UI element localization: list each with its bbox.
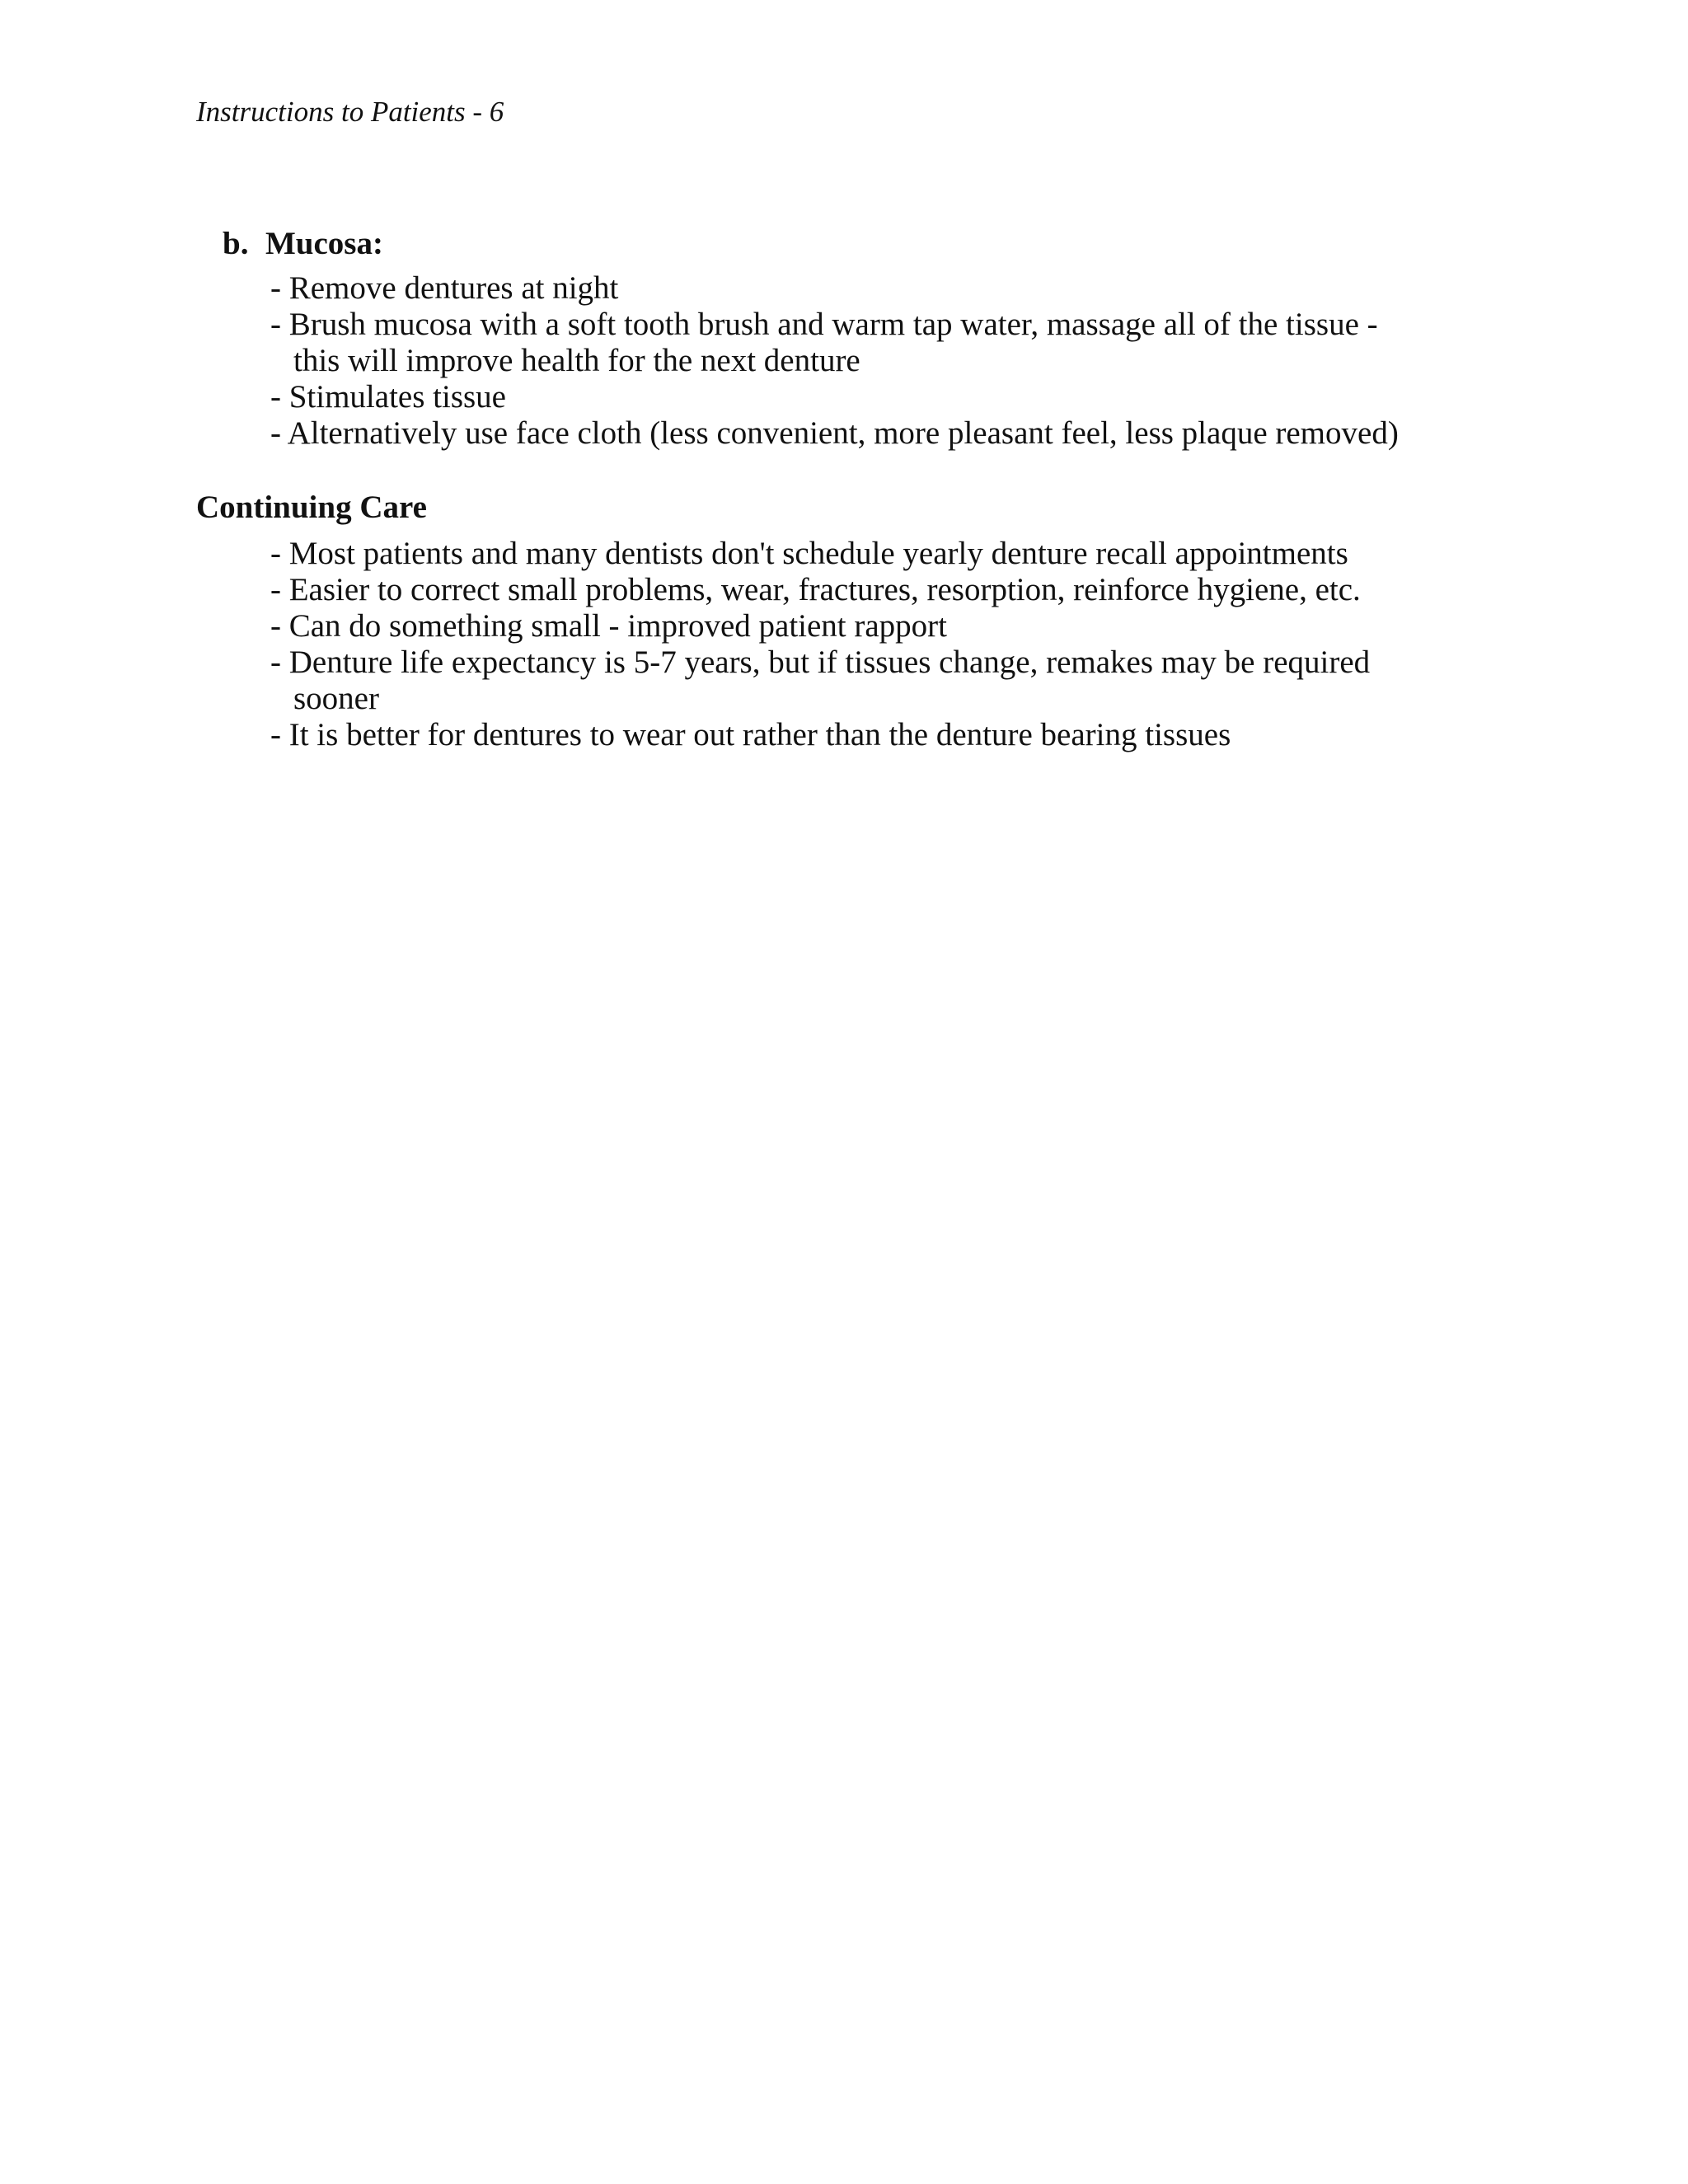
list-item <box>270 270 1399 307</box>
list-item-text: - Easier to correct small problems, wear, fractures, resorption, reinforce hygiene, etc. <box>270 572 1361 607</box>
continuing-care-heading: Continuing Care <box>196 490 427 525</box>
continuing-care-list <box>270 536 1370 753</box>
list-item-text: - Denture life expectancy is 5-7 years, but if tissues change, remakes may be required <box>270 644 1371 680</box>
list-item <box>270 536 1370 572</box>
list-item-text: - Remove dentures at night <box>270 270 619 306</box>
list-item-text: - Alternatively use face cloth (less convenient, more pleasant feel, less plaque removed) <box>270 415 1399 451</box>
mucosa-heading <box>223 227 383 260</box>
list-item <box>270 379 1399 415</box>
list-item <box>270 717 1370 753</box>
list-item-text: - Most patients and many dentists don't schedule yearly denture recall appointments <box>270 536 1348 571</box>
list-item-text: - Brush mucosa with a soft tooth brush and warm tap water, massage all of the tissue - <box>270 307 1378 342</box>
list-item <box>270 644 1370 717</box>
list-item <box>270 307 1399 379</box>
page-header: Instructions to Patients - 6 <box>196 96 504 128</box>
mucosa-marker: b. <box>223 226 249 261</box>
list-item-continuation: this will improve health for the next denture <box>293 343 860 378</box>
list-item <box>270 608 1370 644</box>
mucosa-title: Mucosa: <box>265 226 383 261</box>
list-item <box>270 415 1399 452</box>
list-item-text: - It is better for dentures to wear out rather than the denture bearing tissues <box>270 717 1231 752</box>
list-item <box>270 572 1370 608</box>
list-item-text: - Can do something small - improved patient rapport <box>270 608 947 644</box>
list-item-text: - Stimulates tissue <box>270 379 506 415</box>
mucosa-list <box>270 270 1399 452</box>
list-item-continuation: sooner <box>293 681 379 716</box>
